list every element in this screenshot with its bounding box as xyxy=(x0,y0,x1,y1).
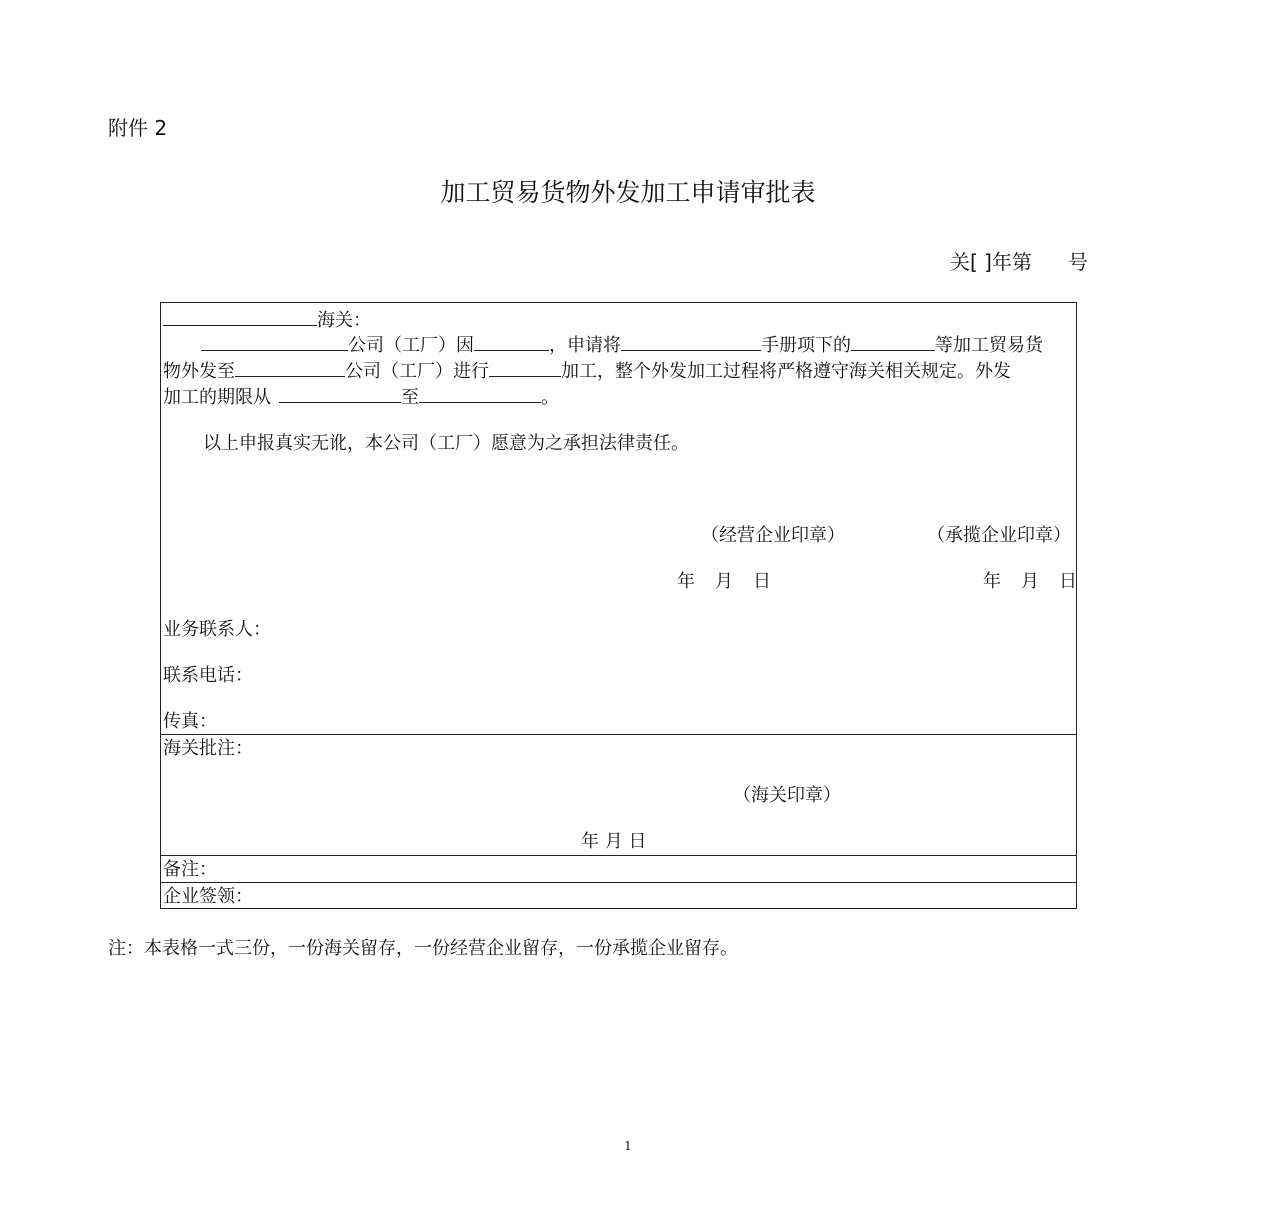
customs-name-blank[interactable] xyxy=(163,308,317,326)
period-end-blank[interactable] xyxy=(419,385,541,403)
line1-manual-text: 手册项下的 xyxy=(761,335,851,356)
line1-apply-text: ，申请将 xyxy=(549,335,621,356)
remarks-label: 备注： xyxy=(163,859,217,880)
line1-goods-text: 等加工贸易货 xyxy=(935,335,1043,356)
signature-label: 企业签领： xyxy=(163,886,253,907)
phone-label: 联系电话： xyxy=(163,665,253,686)
line1-company-text: 公司（工厂）因 xyxy=(348,335,474,356)
date-day: 日 xyxy=(753,571,771,592)
document-number xyxy=(950,246,1088,275)
period-start-blank[interactable] xyxy=(279,385,401,403)
application-line-3 xyxy=(163,385,559,409)
operating-date xyxy=(677,571,771,593)
goods-blank[interactable] xyxy=(851,333,935,351)
attachment-label: 附件 2 xyxy=(108,116,168,140)
customs-date: 年 月 日 xyxy=(581,831,647,852)
line3-period-text: 加工的期限从 xyxy=(163,387,271,408)
line2-process-text: 加工，整个外发加工过程将严格遵守海关相关规定。外发 xyxy=(561,361,1011,382)
reason-blank[interactable] xyxy=(474,333,549,351)
application-line-2 xyxy=(163,359,1011,383)
processing-enterprise-seal: （承揽企业印章） xyxy=(927,525,1071,546)
date-day: 日 xyxy=(1059,571,1077,592)
company-name-blank[interactable] xyxy=(201,333,348,351)
page-title: 加工贸易货物外发加工申请审批表 xyxy=(440,178,816,207)
customs-addressee xyxy=(163,308,371,332)
customs-seal: （海关印章） xyxy=(733,785,841,806)
date-year: 年 xyxy=(983,571,1001,592)
line2-company-text: 公司（工厂）进行 xyxy=(345,361,489,382)
section-divider xyxy=(161,734,1076,735)
line2-send-to-text: 物外发至 xyxy=(163,361,235,382)
fax-label: 传真： xyxy=(163,711,217,732)
date-year: 年 xyxy=(677,571,695,592)
section-divider xyxy=(161,882,1076,883)
document-number-prefix: 关[ ]年第 xyxy=(950,250,1032,274)
line3-end-text: 。 xyxy=(541,387,559,408)
application-form xyxy=(160,302,1077,909)
footnote: 注：本表格一式三份，一份海关留存，一份经营企业留存，一份承揽企业留存。 xyxy=(108,938,738,959)
manual-number-blank[interactable] xyxy=(621,333,761,351)
customs-suffix: 海关： xyxy=(317,310,371,331)
application-line-1 xyxy=(201,333,1043,357)
date-month: 月 xyxy=(715,571,733,592)
declaration-text: 以上申报真实无讹，本公司（工厂）愿意为之承担法律责任。 xyxy=(203,433,689,454)
line3-to-text: 至 xyxy=(401,387,419,408)
contact-person-label: 业务联系人： xyxy=(163,619,271,640)
processing-date xyxy=(983,571,1077,593)
processing-company-blank[interactable] xyxy=(235,359,345,377)
document-number-suffix: 号 xyxy=(1067,250,1088,274)
date-month: 月 xyxy=(1021,571,1039,592)
page-number: 1 xyxy=(624,1139,632,1153)
operating-enterprise-seal: （经营企业印章） xyxy=(701,525,845,546)
customs-approval-label: 海关批注： xyxy=(163,738,253,759)
process-type-blank[interactable] xyxy=(489,359,561,377)
section-divider xyxy=(161,855,1076,856)
